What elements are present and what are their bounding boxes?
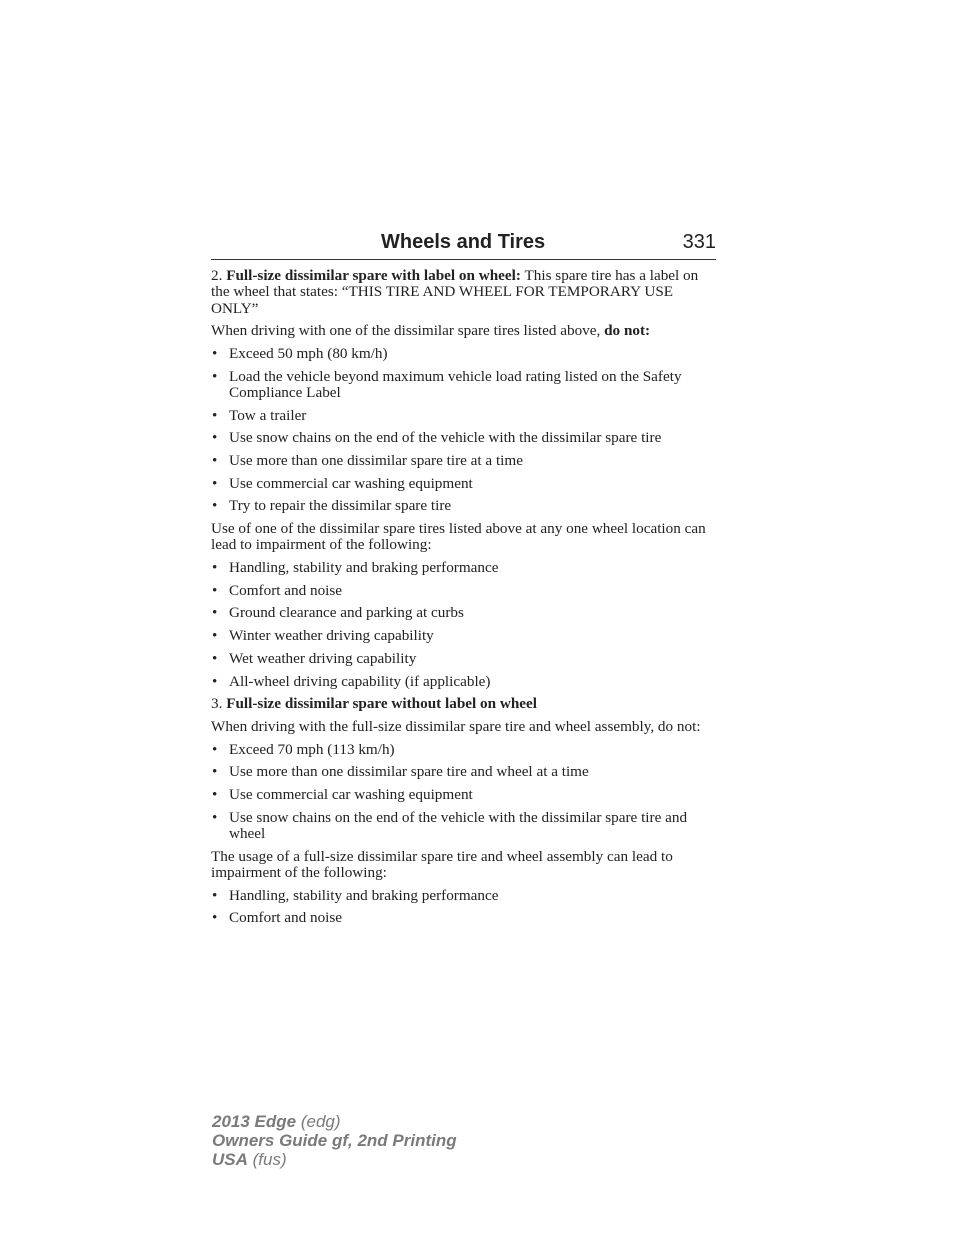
bullet-icon: •	[212, 474, 218, 492]
list-item-text: Wet weather driving capability	[229, 649, 417, 667]
list-item	[211, 408, 716, 424]
numbered-item-3	[211, 696, 716, 712]
list-item	[211, 910, 716, 926]
footer-line-model	[212, 1112, 457, 1131]
bullet-icon: •	[212, 740, 218, 758]
footer-guide: Owners Guide gf, 2nd Printing	[212, 1131, 457, 1150]
paragraph	[211, 323, 716, 339]
page-number: 331	[682, 231, 716, 253]
bullet-icon: •	[212, 763, 218, 781]
bullet-icon: •	[212, 808, 218, 826]
bullet-icon: •	[212, 581, 218, 599]
list-item	[211, 560, 716, 576]
section-title: Wheels and Tires	[381, 231, 546, 253]
list-item	[211, 651, 716, 667]
item-text: This spare tire has a label on the wheel that states: “THIS TIRE AND WHEEL FOR TEMPORARY USE ONLY”	[211, 267, 699, 317]
item-number: 3.	[211, 695, 223, 713]
item-heading: Full-size dissimilar spare with label on wheel:	[226, 267, 521, 284]
list-item-text: Load the vehicle beyond maximum vehicle load rating listed on the Safety Compliance Label	[229, 367, 682, 401]
item-number: 2.	[211, 267, 223, 284]
bullet-icon: •	[212, 886, 218, 904]
list-item	[211, 453, 716, 469]
list-item	[211, 583, 716, 599]
footer-market-code: (fus)	[252, 1150, 287, 1169]
list-item-text: Use snow chains on the end of the vehicle with the dissimilar spare tire and wheel	[229, 808, 688, 842]
list-item-text: Handling, stability and braking performance	[229, 886, 499, 904]
bullet-icon: •	[212, 406, 218, 424]
list-item	[211, 764, 716, 780]
footer-line-market	[212, 1150, 457, 1169]
list-item	[211, 476, 716, 492]
bullet-list-restrictions	[211, 346, 716, 515]
bullet-icon: •	[212, 367, 218, 385]
footer-line-guide	[212, 1131, 457, 1150]
list-item-text: Comfort and noise	[229, 581, 343, 599]
list-item-text: Exceed 50 mph (80 km/h)	[229, 344, 388, 362]
item-heading: Full-size dissimilar spare without label on wheel	[226, 695, 537, 713]
footer-market: USA	[212, 1150, 248, 1169]
footer-model-code: (edg)	[300, 1112, 341, 1131]
list-item	[211, 888, 716, 904]
footer-model: 2013 Edge	[212, 1112, 297, 1131]
list-item	[211, 674, 716, 690]
paragraph: When driving with the full-size dissimilar spare tire and wheel assembly, do not:	[211, 717, 701, 735]
list-item	[211, 810, 716, 843]
bullet-icon: •	[212, 649, 218, 667]
list-item-text: All-wheel driving capability (if applicable)	[229, 672, 491, 690]
bullet-list-restrictions-full-size	[211, 742, 716, 843]
list-item-text: Use snow chains on the end of the vehicle with the dissimilar spare tire	[229, 429, 662, 447]
list-item	[211, 369, 716, 402]
bullet-list-impairments-full-size	[211, 888, 716, 927]
paragraph-text: When driving with one of the dissimilar spare tires listed above,	[211, 322, 601, 340]
bullet-icon: •	[212, 785, 218, 803]
bullet-icon: •	[212, 627, 218, 645]
numbered-item-2	[211, 268, 716, 317]
bullet-icon: •	[212, 672, 218, 690]
paragraph-emphasis: do not:	[604, 322, 651, 340]
list-item-text: Handling, stability and braking performance	[229, 559, 499, 577]
list-item-text: Comfort and noise	[229, 909, 343, 927]
page-footer	[212, 1112, 457, 1169]
list-item-text: Use commercial car washing equipment	[229, 474, 473, 492]
list-item-text: Use more than one dissimilar spare tire at a time	[229, 452, 523, 470]
list-item-text: Tow a trailer	[229, 406, 307, 424]
list-item	[211, 787, 716, 803]
bullet-icon: •	[212, 344, 218, 362]
bullet-list-impairments	[211, 560, 716, 690]
list-item	[211, 346, 716, 362]
list-item	[211, 605, 716, 621]
page-body	[211, 268, 716, 933]
bullet-icon: •	[212, 429, 218, 447]
bullet-icon: •	[212, 497, 218, 515]
list-item-text: Try to repair the dissimilar spare tire	[229, 497, 452, 515]
list-item-text: Use more than one dissimilar spare tire and wheel at a time	[229, 763, 589, 781]
list-item-text: Winter weather driving capability	[229, 627, 434, 645]
paragraph: Use of one of the dissimilar spare tires listed above at any one wheel location can lead to impairment of the following:	[211, 520, 706, 554]
list-item	[211, 498, 716, 514]
list-item	[211, 742, 716, 758]
list-item-text: Use commercial car washing equipment	[229, 785, 473, 803]
list-item	[211, 628, 716, 644]
page-header	[211, 228, 716, 260]
list-item-text: Ground clearance and parking at curbs	[229, 604, 464, 622]
list-item	[211, 430, 716, 446]
paragraph: The usage of a full-size dissimilar spare tire and wheel assembly can lead to impairment of the following:	[211, 847, 673, 881]
bullet-icon: •	[212, 909, 218, 927]
list-item-text: Exceed 70 mph (113 km/h)	[229, 740, 395, 758]
bullet-icon: •	[212, 604, 218, 622]
bullet-icon: •	[212, 559, 218, 577]
bullet-icon: •	[212, 452, 218, 470]
